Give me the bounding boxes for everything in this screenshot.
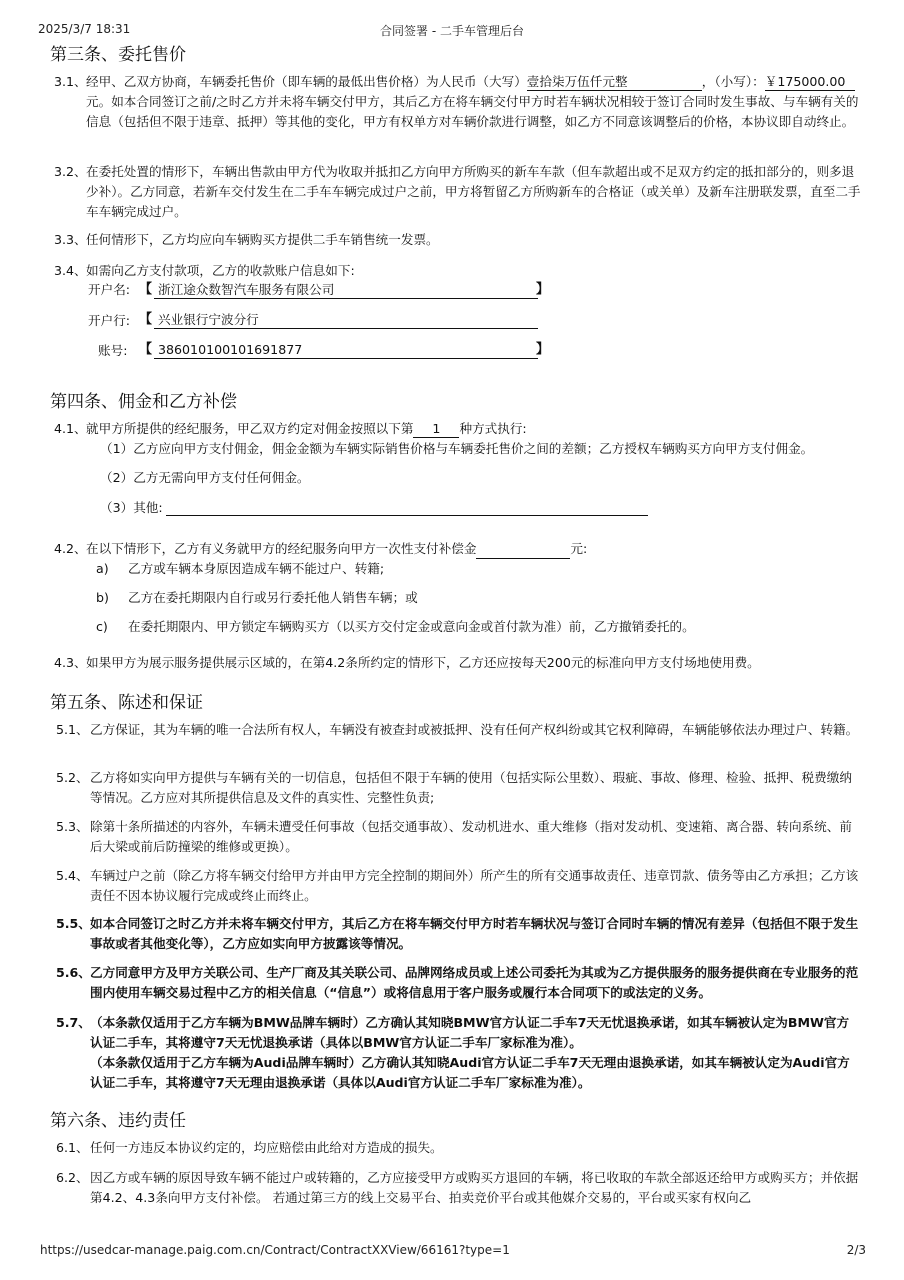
bank-label: 开户行: xyxy=(88,313,131,328)
print-title: 合同签署 - 二手车管理后台 xyxy=(380,24,524,38)
clause-3-1 xyxy=(86,72,866,132)
clause-4-2-text-b: 元: xyxy=(570,541,588,556)
article-6-heading: 第六条、违约责任 xyxy=(50,1111,186,1131)
clause-6-1-number: 6.1、 xyxy=(56,1140,89,1155)
clause-5-2-number: 5.2、 xyxy=(56,770,89,785)
clause-4-2 xyxy=(86,539,866,559)
print-footer xyxy=(40,1243,866,1261)
clause-5-5-number: 5.5、 xyxy=(56,916,91,931)
commission-option-2: （2）乙方无需向甲方支付任何佣金。 xyxy=(100,470,310,485)
clause-5-4: 车辆过户之前（除乙方将车辆交付给甲方并由甲方完全控制的期间外）所产生的所有交通事故责任、违章罚款、债务等由乙方承担；乙方该责任不因本协议履行完成或终止而终止。 xyxy=(90,868,859,903)
clause-5-4-number: 5.4、 xyxy=(56,868,89,883)
item-a: 乙方或车辆本身原因造成车辆不能过户、转籍; xyxy=(128,561,385,576)
clause-5-6: 乙方同意甲方及甲方关联公司、生产厂商及其关联公司、品牌网络成员或上述公司委托为其或为乙方提供服务的服务提供商在专业服务的范围内使用车辆交易过程中乙方的相关信息（“信息”）或将信息用于客户服务或履行本合同项下的或法定的义务。 xyxy=(90,965,859,1000)
clause-6-1: 任何一方违反本协议约定的，均应赔偿由此给对方造成的损失。 xyxy=(90,1140,443,1155)
clause-5-1: 乙方保证，其为车辆的唯一合法所有权人，车辆没有被查封或被抵押、没有任何产权纠纷或其它权利障碍，车辆能够依法办理过户、转籍。 xyxy=(90,722,859,737)
account-number-bracket-close: 】 xyxy=(536,342,550,357)
item-c: 在委托期限内、甲方锁定车辆购买方（以买方交付定金或意向金或首付款为准）前，乙方撤销委托的。 xyxy=(128,619,695,634)
clause-5-3: 除第十条所描述的内容外，车辆未遭受任何事故（包括交通事故）、发动机进水、重大维修（指对发动机、变速箱、离合器、转向系统、前后大梁或前后防撞梁的维修或更换）。 xyxy=(90,819,852,854)
clause-3-1-text-c: 元。如本合同签订之前/之时乙方并未将车辆交付甲方，其后乙方在将车辆交付甲方时若车辆状况相较于签订合同时发生事故、与车辆有关的信息（包括但不限于违章、抵押）等其他的变化，甲方有权单方对车辆价款进行调整，如乙方不同意该调整后的价格，本协议即自动终止。 xyxy=(86,94,859,129)
bank-value: 兴业银行宁波分行 xyxy=(154,311,538,329)
page-number: 2/3 xyxy=(846,1243,866,1257)
item-a-marker: a) xyxy=(96,561,109,576)
clause-3-3-number: 3.3、 xyxy=(54,232,87,247)
commission-option-1: （1）乙方应向甲方支付佣金，佣金金额为车辆实际销售价格与车辆委托售价之间的差额；乙方授权车辆购买方向甲方支付佣金。 xyxy=(100,441,814,456)
clause-3-2-number: 3.2、 xyxy=(54,164,87,179)
clause-6-2: 因乙方或车辆的原因导致车辆不能过户或转籍的，乙方应接受甲方或购买方退回的车辆，将已收取的车款全部返还给甲方或购买方；并依据第4.2、4.3条向甲方支付补偿。 若通过第三方的线上交易平台、拍卖竞价平台或其他媒介交易的，平台或买家有权向乙 xyxy=(90,1170,859,1205)
account-name-label: 开户名: xyxy=(88,282,131,297)
account-name-value: 浙江途众数智汽车服务有限公司 xyxy=(154,281,538,299)
account-number-value: 386010100101691877 xyxy=(154,341,538,359)
clause-3-1-text-b: ，（小写）： xyxy=(701,74,765,89)
price-amount-numeric: ￥175000.00 xyxy=(765,73,855,91)
clause-5-7-audi: （本条款仅适用于乙方车辆为Audi品牌车辆时）乙方确认其知晓Audi官方认证二手车7天无理由退换承诺，如其车辆被认定为Audi官方认证二手车，其将遵守7天无理由退换承诺（具体以Audi官方认证二手车厂家标准为准）。 xyxy=(90,1055,850,1090)
compensation-amount-blank xyxy=(476,541,570,559)
clause-4-3-number: 4.3、 xyxy=(54,655,87,670)
item-b: 乙方在委托期限内自行或另行委托他人销售车辆；或 xyxy=(128,590,418,605)
commission-other-blank xyxy=(166,515,648,516)
clause-3-3: 任何情形下，乙方均应向车辆购买方提供二手车销售统一发票。 xyxy=(86,232,439,247)
clause-5-3-number: 5.3、 xyxy=(56,819,89,834)
clause-3-2: 在委托处置的情形下，车辆出售款由甲方代为收取并抵扣乙方向甲方所购买的新车车款（但车款超出或不足双方约定的抵扣部分的，则多退少补）。乙方同意，若新车交付发生在二手车车辆完成过户之前，甲方将暂留乙方所购新车的合格证（或关单）及新车注册联发票，直至二手车车辆完成过户。 xyxy=(86,164,861,219)
clause-5-7-number: 5.7、 xyxy=(56,1015,91,1030)
item-c-marker: c) xyxy=(96,619,108,634)
clause-4-2-text-a: 在以下情形下，乙方有义务就甲方的经纪服务向甲方一次性支付补偿金 xyxy=(86,541,477,556)
clause-3-1-number: 3.1、 xyxy=(54,74,87,89)
clause-4-2-number: 4.2、 xyxy=(54,541,87,556)
price-amount-chinese: 壹拾柒万伍仟元整 xyxy=(527,73,702,91)
account-name-bracket-open: 【 xyxy=(139,282,153,297)
clause-3-4-number: 3.4、 xyxy=(54,263,87,278)
clause-5-6-number: 5.6、 xyxy=(56,965,91,980)
clause-4-1 xyxy=(86,419,866,439)
clause-3-1-text-a: 经甲、乙双方协商，车辆委托售价（即车辆的最低出售价格）为人民币（大写） xyxy=(86,74,527,89)
article-4-heading: 第四条、佣金和乙方补偿 xyxy=(50,392,237,412)
print-header xyxy=(38,22,866,40)
clause-5-2: 乙方将如实向甲方提供与车辆有关的一切信息，包括但不限于车辆的使用（包括实际公里数）、瑕疵、事故、修理、检验、抵押、税费缴纳等情况。乙方应对其所提供信息及文件的真实性、完整性负责; xyxy=(90,770,852,805)
clause-5-1-number: 5.1、 xyxy=(56,722,89,737)
clause-6-2-number: 6.2、 xyxy=(56,1170,89,1185)
account-number-bracket-open: 【 xyxy=(139,342,153,357)
clause-3-4: 如需向乙方支付款项，乙方的收款账户信息如下: xyxy=(86,263,355,278)
clause-4-1-text-a: 就甲方所提供的经纪服务，甲乙双方约定对佣金按照以下第 xyxy=(86,421,414,436)
article-5-heading: 第五条、陈述和保证 xyxy=(50,693,203,713)
article-3-heading: 第三条、委托售价 xyxy=(50,45,186,65)
clause-4-1-text-b: 种方式执行: xyxy=(459,421,527,436)
account-number-label: 账号: xyxy=(98,343,128,358)
clause-5-7-bmw: （本条款仅适用于乙方车辆为BMW品牌车辆时）乙方确认其知晓BMW官方认证二手车7天无忧退换承诺，如其车辆被认定为BMW官方认证二手车，其将遵守7天无忧退换承诺（具体以BMW官方认证二手车厂家标准为准）。 xyxy=(90,1015,850,1050)
bank-bracket-open: 【 xyxy=(139,312,153,327)
print-date: 2025/3/7 18:31 xyxy=(38,22,131,36)
account-name-bracket-close: 】 xyxy=(536,282,550,297)
clause-5-5: 如本合同签订之时乙方并未将车辆交付甲方，其后乙方在将车辆交付甲方时若车辆状况与签订合同时车辆的情况有差异（包括但不限于发生事故或者其他变化等），乙方应如实向甲方披露该等情况。 xyxy=(90,916,859,951)
clause-4-1-number: 4.1、 xyxy=(54,421,87,436)
page-url[interactable]: https://usedcar-manage.paig.com.cn/Contract/ContractXXView/66161?type=1 xyxy=(40,1243,510,1257)
commission-option-3: （3）其他: xyxy=(100,500,163,515)
commission-option-choice: 1 xyxy=(413,420,459,438)
clause-4-3: 如果甲方为展示服务提供展示区域的，在第4.2条所约定的情形下，乙方还应按每天200元的标准向甲方支付场地使用费。 xyxy=(86,655,760,670)
item-b-marker: b) xyxy=(96,590,109,605)
